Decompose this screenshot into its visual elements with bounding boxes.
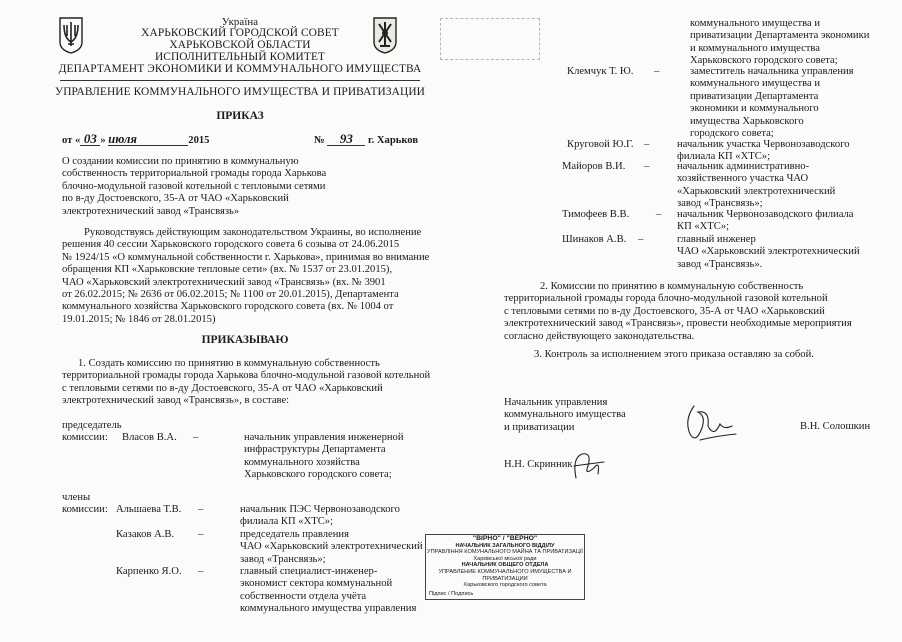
registration-stamp [440, 18, 540, 60]
continuation-text: коммунального имущества и приватизации Департамента экономики и коммунального имущества Харьковского городского совета; [690, 18, 870, 67]
member-role: начальник ПЭС Червонозаводского филиала КП «ХТС»; [240, 504, 400, 528]
signature-title: Начальник управления коммунального имущества и приватизации [504, 397, 626, 433]
order-item-3: 3. Контроль за исполнением этого приказа оставляю за собой. [534, 349, 814, 360]
member-name: Альшаева Т.В. [116, 504, 182, 515]
kharkiv-coat-of-arms-icon [372, 16, 398, 54]
member-dash: – [644, 139, 650, 150]
header-country: Україна [221, 16, 259, 28]
member-dash: – [644, 161, 650, 172]
date-sep: » [100, 135, 106, 146]
order-item-2: 2. Комиссии по принятию в коммунальную собственность территориальной громады города блочно-модульной газовой котельной с тепловыми сетями по в-ду Достоевского, 35-А от ЧАО «Харьковский электротехнический завод «Трансвязь», провести необходимые мероприятия согласно действующего законодательства. [504, 281, 852, 342]
header-committee: ИСПОЛНИТЕЛЬНЫЙ КОМИТЕТ [154, 51, 326, 63]
chair-name: Власов В.А. [122, 432, 177, 443]
order-preamble: Руководствуясь действующим законодательством Украины, во исполнение решения 40 сессии Харьковского городского совета 6 созыва от 24.06.2015 № 1924/15 «О коммунальной собственности г. Харькова», принимая во внимание обращения КП «Харьковские тепловые сети» (вх. № 1537 от 23.01.2015), ЧАО «Харьковский электротехнический завод «Трансвязь» (вх. № 3901 от 26.02.2015; № 2636 от 06.02.2015; № 1100 от 20.01.2015), Департамента коммунального хозяйства Харьковского городского совета (вх. № 1004 от 19.01.2015; № 1846 от 28.01.2015) [62, 227, 430, 325]
member-role: главный инженер ЧАО «Харьковский электротехнический завод «Трансвязь». [677, 234, 860, 270]
member-name: Карпенко Я.О. [116, 566, 182, 577]
header-region: ХАРЬКОВСКОЙ ОБЛАСТИ [169, 39, 311, 51]
member-dash: – [654, 66, 660, 77]
chair-role: начальник управления инженерной инфраструктуры Департамента коммунального хозяйства Харьковского городского совета; [244, 432, 404, 481]
member-role: заместитель начальника управления коммунального имущества и приватизации Департамента экономики и коммунального имущества Харьковского городского совета; [690, 66, 854, 140]
member-role: председатель правления ЧАО «Харьковский электротехнический завод «Трансвязь»; [240, 529, 423, 565]
member-name: Казаков А.В. [116, 529, 175, 540]
member-name: Тимофеев В.В. [562, 209, 630, 220]
member-name: Круговой Ю.Г. [567, 139, 634, 150]
order-number: 93 [327, 133, 365, 146]
order-date-line [62, 133, 430, 147]
executor-signature [568, 448, 608, 482]
order-subject: О создании комиссии по принятию в коммунальную собственность территориальной громады города Харькова блочно-модульной газовой котельной с тепловыми сетями по в-ду Достоевского, 35-А от ЧАО «Харьковский электротехнический завод «Трансвязь» [62, 156, 327, 217]
decree-heading: ПРИКАЗЫВАЮ [201, 334, 289, 346]
member-role: главный специалист-инженер- экономист сектора коммунальной собственности отдела учёта коммунального имущества управления [240, 566, 417, 615]
member-dash: – [198, 504, 204, 515]
member-name: Клемчук Т. Ю. [567, 66, 634, 77]
member-name: Шинаков А.В. [562, 234, 627, 245]
header-department: ДЕПАРТАМЕНТ ЭКОНОМИКИ И КОММУНАЛЬНОГО ИМУЩЕСТВА [58, 63, 422, 75]
member-role: начальник Червонозаводского филиала КП «ХТС»; [677, 209, 854, 233]
date-day: 03 [80, 133, 100, 146]
member-name: Майоров В.И. [562, 161, 626, 172]
member-dash: – [638, 234, 644, 245]
date-month: июля [108, 133, 188, 146]
certification-stamp: "ВІРНО" / "ВЕРНО" НАЧАЛЬНИК ЗАГАЛЬНОГО ВІДДІЛУ УПРАВЛІННЯ КОМУНАЛЬНОГО МАЙНА ТА ПРИВАТИЗАЦІЇ Харківської міської ради НАЧАЛЬНИК ОБЩЕГО ОТДЕЛА УПРАВЛЕНИЕ КОММУНАЛЬНОГО ИМУЩЕСТВА И ПРИВАТИЗАЦИИ Харьковского городского совета Підпис / Подпись [425, 534, 585, 600]
member-dash: – [198, 529, 204, 540]
signatory-name: В.Н. Солошкин [800, 421, 871, 432]
member-dash: – [656, 209, 662, 220]
header-council: ХАРЬКОВСКИЙ ГОРОДСКОЙ СОВЕТ [141, 27, 339, 39]
member-role: начальник административно- хозяйственного участка ЧАО «Харьковский электротехнический завод «Трансвязь»; [677, 161, 836, 210]
members-label: члены комиссии: [62, 492, 108, 516]
chair-dash: – [193, 432, 199, 443]
date-prefix: от « [62, 135, 81, 146]
order-item-1: 1. Создать комиссию по принятию в коммунальную собственность территориальной громады города Харькова блочно-модульной газовой котельной с тепловыми сетями по в-ду Достоевского, 35-А от ЧАО «Харьковский электротехнический завод «Трансвязь», в составе: [62, 358, 431, 407]
member-dash: – [198, 566, 204, 577]
chair-label: председатель комиссии: [62, 420, 122, 444]
member-role: начальник участка Червонозаводского филиала КП «ХТС»; [677, 139, 850, 163]
header-office: УПРАВЛЕНИЕ КОММУНАЛЬНОГО ИМУЩЕСТВА И ПРИВАТИЗАЦИИ [55, 86, 425, 98]
order-year: 2015 [188, 135, 210, 146]
ukraine-coat-of-arms-icon [58, 16, 84, 54]
header-divider [60, 80, 420, 81]
number-prefix: № [314, 135, 325, 146]
handwritten-signature [680, 400, 744, 448]
order-title: ПРИКАЗ [216, 110, 264, 122]
order-city: г. Харьков [367, 135, 419, 146]
executor-name: Н.Н. Скринник [504, 459, 573, 470]
